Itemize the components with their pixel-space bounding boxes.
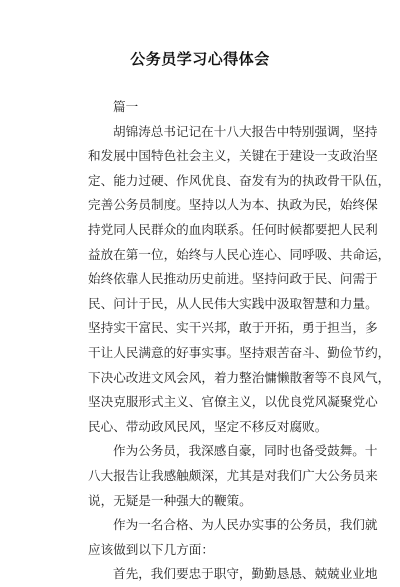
paragraph-line: 始终依靠人民推动历史前进。坚持问政于民、问需于: [88, 271, 378, 287]
section-label: 篇一: [113, 99, 139, 114]
paragraph-line: 说，无疑是一种强大的鞭策。: [88, 492, 252, 508]
paragraph-line: 下决心改进文风会风，着力整治慵懒散奢等不良风气，: [88, 369, 391, 385]
paragraph-1: [88, 120, 391, 440]
paragraph-line: 胡锦涛总书记记在十八大报告中特别强调，坚持: [113, 123, 378, 139]
paragraph-line: 持党同人民群众的血肉联系。任何时候都要把人民利: [88, 221, 378, 237]
paragraph-line: 应该做到以下几方面：: [88, 541, 214, 557]
paragraph-line: 干让人民满意的好事实事。坚持艰苦奋斗、勤俭节约，: [88, 344, 391, 360]
paragraph-line: 和发展中国特色社会主义，关键在于建设一支政治坚: [88, 148, 378, 164]
paragraph-line: 首先，我们要忠于职守，勤勤恳恳、兢兢业业地: [113, 566, 378, 582]
paragraph-line: 作为公务员，我深感自豪，同时也备受鼓舞。十: [113, 443, 378, 459]
paragraph-line: 益放在第一位，始终与人民心连心、同呼吸、共命运，: [88, 246, 391, 262]
paragraph-4: [88, 562, 378, 587]
paragraph-line: 作为一名合格、为人民办实事的公务员，我们就: [113, 517, 378, 533]
paragraph-line: 坚决克服形式主义、官僚主义，以优良党风凝聚党心: [88, 394, 378, 410]
document-title: 公务员学习心得体会: [130, 50, 270, 68]
paragraph-line: 坚持实干富民、实干兴邦，敢于开拓，勇于担当，多: [88, 320, 378, 336]
paragraph-3: [88, 513, 378, 562]
paragraph-line: 八大报告让我感触颇深，尤其是对我们广大公务员来: [88, 467, 378, 483]
paragraph-line: 民心、带动政风民风，坚定不移反对腐败。: [88, 418, 328, 434]
paragraph-line: 定、能力过硬、作风优良、奋发有为的执政骨干队伍，: [88, 172, 391, 188]
paragraph-line: 民、问计于民，从人民伟大实践中汲取智慧和力量。: [88, 295, 378, 311]
paragraph-2: [88, 439, 378, 513]
document-body: [88, 95, 391, 587]
paragraph-line: 完善公务员制度。坚持以人为本、执政为民，始终保: [88, 197, 378, 213]
